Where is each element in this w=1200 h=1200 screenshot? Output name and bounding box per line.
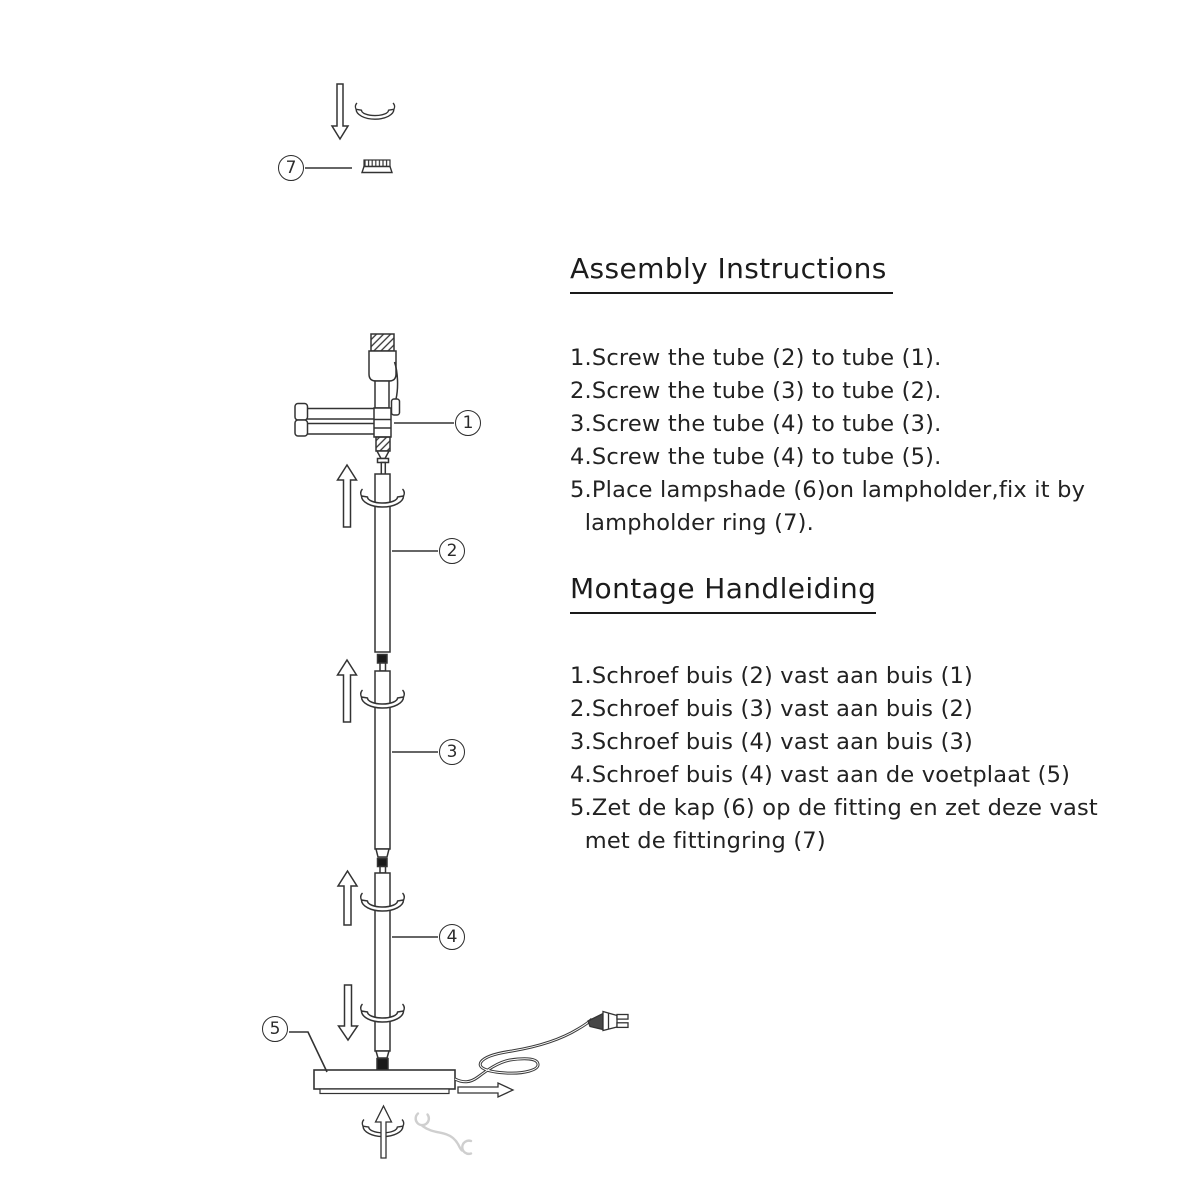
instruction-line: 4.Screw the tube (4) to tube (5).: [570, 444, 942, 470]
tube-connector: [378, 859, 388, 867]
wrench-icon: [416, 1114, 471, 1154]
switch-lever-knob: [392, 399, 400, 415]
down-arrow-icon: [332, 84, 348, 139]
instruction-line: met de fittingring (7): [570, 828, 826, 854]
callout-1: 1: [455, 410, 481, 436]
instruction-line: 5.Zet de kap (6) op de fitting en zet deze vast: [570, 795, 1098, 821]
instruction-line: lampholder ring (7).: [570, 510, 814, 536]
callout-4: 4: [439, 924, 465, 950]
lampholder-ring-part: [362, 160, 392, 173]
dutch-title: Montage Handleiding: [570, 572, 876, 614]
socket-body: [369, 351, 396, 381]
power-plug: [588, 1012, 628, 1031]
socket-neck: [375, 381, 389, 408]
english-instructions: [570, 342, 1085, 540]
tube-taper: [376, 849, 389, 857]
right-arrow-icon: [458, 1083, 513, 1097]
thread-cap: [371, 334, 394, 351]
callout-5-line: [289, 1032, 327, 1072]
tube-2: [338, 465, 439, 671]
head-collar: [374, 408, 391, 437]
tube-taper: [376, 1051, 389, 1058]
lamp-head: [295, 334, 400, 475]
tube-3: [338, 660, 439, 873]
callout-3: 3: [439, 739, 465, 765]
instruction-line: 5.Place lampshade (6)on lampholder,fix it by: [570, 477, 1086, 503]
tube-4: [338, 871, 438, 1070]
callout-5: 5: [262, 1016, 288, 1042]
callout-7: 7: [278, 155, 304, 181]
callout-2: 2: [439, 538, 465, 564]
instruction-line: 4.Schroef buis (4) vast aan de voetplaat (5): [570, 762, 1071, 788]
english-title: Assembly Instructions: [570, 252, 893, 294]
instruction-line: 1.Screw the tube (2) to tube (1).: [570, 345, 942, 371]
up-arrow-icon: [338, 465, 357, 527]
head-stem: [381, 463, 385, 475]
rotate-icon: [355, 103, 394, 119]
instruction-line: 3.Schroef buis (4) vast aan buis (3): [570, 729, 974, 755]
instruction-line: 1.Schroef buis (2) vast aan buis (1): [570, 663, 974, 689]
down-arrow-icon: [339, 985, 358, 1040]
swing-arm: [295, 404, 378, 437]
up-arrow-icon: [338, 871, 357, 925]
head-thread: [376, 437, 390, 451]
power-cord: [455, 1019, 592, 1082]
instruction-line: 2.Schroef buis (3) vast aan buis (2): [570, 696, 974, 722]
tube-connector: [378, 655, 388, 664]
top-icons: [305, 84, 395, 173]
dutch-instructions: [570, 660, 1098, 858]
head-taper: [377, 451, 389, 459]
base-plate: [289, 1032, 455, 1094]
instruction-line: 2.Screw the tube (3) to tube (2).: [570, 378, 942, 404]
instruction-line: 3.Screw the tube (4) to tube (3).: [570, 411, 942, 437]
base-connector: [377, 1059, 388, 1071]
base-rotate-group: [362, 1106, 403, 1158]
up-arrow-icon: [338, 660, 357, 722]
